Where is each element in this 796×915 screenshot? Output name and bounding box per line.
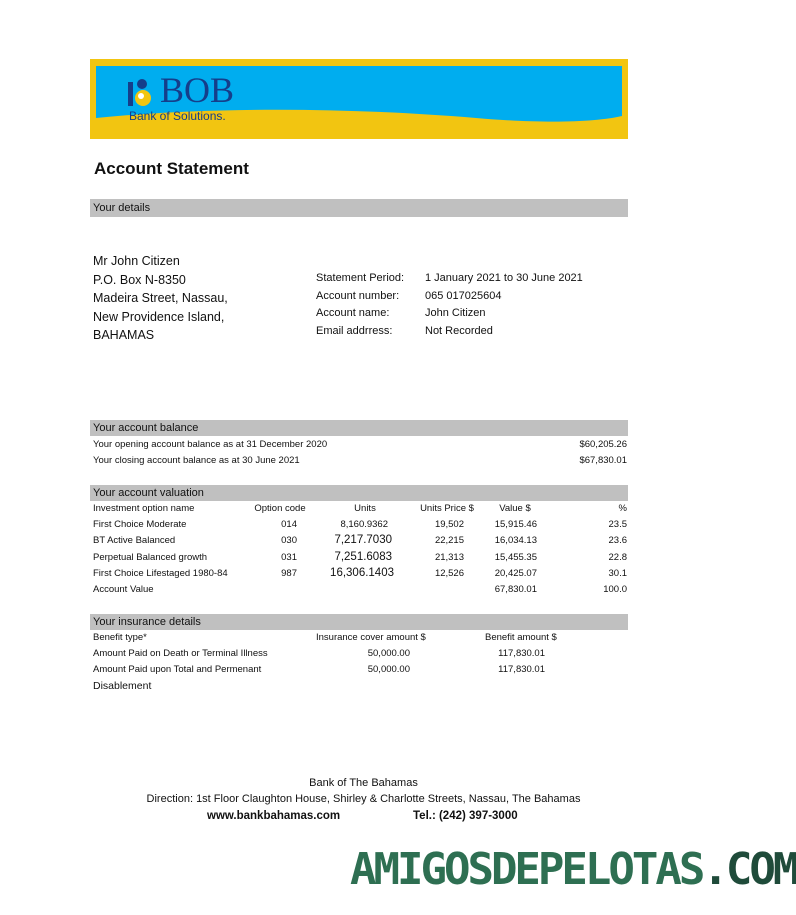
section-header-valuation: Your account valuation	[90, 485, 628, 501]
bank-logo-icon	[127, 76, 157, 110]
valuation-col-header: Units	[354, 503, 376, 514]
valuation-value: 20,425.07	[494, 568, 537, 579]
valuation-name: BT Active Balanced	[93, 535, 176, 546]
insurance-col-header: Insurance cover amount $	[316, 632, 426, 643]
footer-telephone: Tel.: (242) 397-3000	[413, 810, 518, 822]
footer-website-link[interactable]: www.bankbahamas.com	[207, 810, 341, 822]
valuation-col-header: Value $	[499, 503, 531, 514]
valuation-value: 15,455.35	[494, 552, 537, 563]
valuation-total-pct: 100.0	[603, 584, 627, 595]
valuation-name: Perpetual Balanced growth	[93, 552, 208, 563]
watermark-text: AMIGOSDEPELOTAS	[350, 844, 703, 895]
valuation-col-header: Investment option name	[93, 503, 195, 514]
valuation-units: 16,306.1403	[330, 567, 394, 579]
footer-address: Direction: 1st Floor Claughton House, Shirley & Charlotte Streets, Nassau, The Bahamas	[146, 793, 581, 805]
balance-label: Your closing account balance as at 30 June 2021	[93, 455, 300, 466]
address-line: Mr John Citizen	[93, 254, 180, 268]
insurance-col-header: Benefit amount $	[485, 632, 557, 643]
valuation-col-header: Units Price $	[420, 503, 474, 514]
watermark-domain: .COM	[702, 844, 796, 895]
insurance-cover: 50,000.00	[367, 664, 410, 675]
field-label: Account number:	[316, 289, 400, 302]
valuation-name: First Choice Moderate	[93, 519, 187, 530]
valuation-value: 15,915.46	[494, 519, 537, 530]
field-label: Statement Period:	[316, 272, 405, 284]
address-line: P.O. Box N-8350	[93, 272, 186, 287]
statement-field-labels	[316, 270, 404, 340]
valuation-value: 16,034.13	[494, 535, 537, 546]
statement-field-values	[425, 270, 583, 340]
field-value: Not Recorded	[425, 324, 493, 337]
insurance-benefit: 117,830.01	[498, 664, 545, 675]
brand-tagline: Bank of Solutions.	[129, 109, 226, 123]
address-line: BAHAMAS	[93, 328, 155, 342]
insurance-benefit: 117,830.01	[498, 648, 545, 659]
valuation-price: 22,215	[434, 535, 464, 546]
valuation-code: 030	[281, 535, 297, 546]
field-value: John Citizen	[425, 307, 486, 319]
insurance-cover: 50,000.00	[367, 648, 410, 659]
valuation-pct: 30.1	[608, 568, 627, 579]
balance-value: $67,830.01	[579, 455, 627, 466]
valuation-code: 031	[281, 552, 297, 563]
valuation-price: 19,502	[434, 519, 464, 530]
balance-value: $60,205.26	[579, 439, 627, 450]
section-header-insurance: Your insurance details	[90, 614, 628, 630]
valuation-code: 014	[281, 519, 297, 530]
field-label: Email addrress:	[316, 324, 393, 337]
footer-bank-name: Bank of The Bahamas	[309, 777, 418, 789]
field-label: Account name:	[316, 307, 390, 319]
insurance-type-continued: Disablement	[93, 680, 152, 692]
watermark	[350, 842, 796, 897]
valuation-code: 987	[281, 568, 297, 579]
valuation-pct: 23.5	[608, 519, 627, 530]
address-line: New Providence Island,	[93, 309, 225, 324]
valuation-col-header: %	[618, 503, 627, 514]
insurance-type: Amount Paid upon Total and Permenant	[93, 664, 262, 675]
valuation-total-value: 67,830.01	[494, 584, 537, 595]
valuation-col-header: Option code	[254, 503, 306, 514]
page-title: Account Statement	[94, 159, 249, 178]
valuation-name: First Choice Lifestaged 1980-84	[93, 568, 228, 579]
section-header-balance: Your account balance	[90, 420, 628, 436]
valuation-pct: 23.6	[608, 535, 627, 546]
valuation-units: 7,251.6083	[334, 551, 392, 563]
insurance-col-header: Benefit type*	[93, 632, 147, 643]
valuation-price: 12,526	[434, 568, 464, 579]
valuation-total-label: Account Value	[93, 584, 154, 595]
valuation-units: 7,217.7030	[334, 534, 392, 546]
valuation-price: 21,313	[434, 552, 464, 563]
field-value: 1 January 2021 to 30 June 2021	[425, 272, 583, 284]
valuation-units: 8,160.9362	[340, 519, 388, 530]
field-value: 065 017025604	[425, 289, 502, 302]
customer-address	[93, 252, 228, 345]
balance-label: Your opening account balance as at 31 December 2020	[93, 439, 328, 450]
brand-name: BOB	[160, 70, 235, 110]
insurance-type: Amount Paid on Death or Terminal Illness	[93, 648, 268, 659]
valuation-pct: 22.8	[608, 552, 627, 563]
address-line: Madeira Street, Nassau,	[93, 291, 228, 305]
section-header-details: Your details	[90, 199, 628, 217]
